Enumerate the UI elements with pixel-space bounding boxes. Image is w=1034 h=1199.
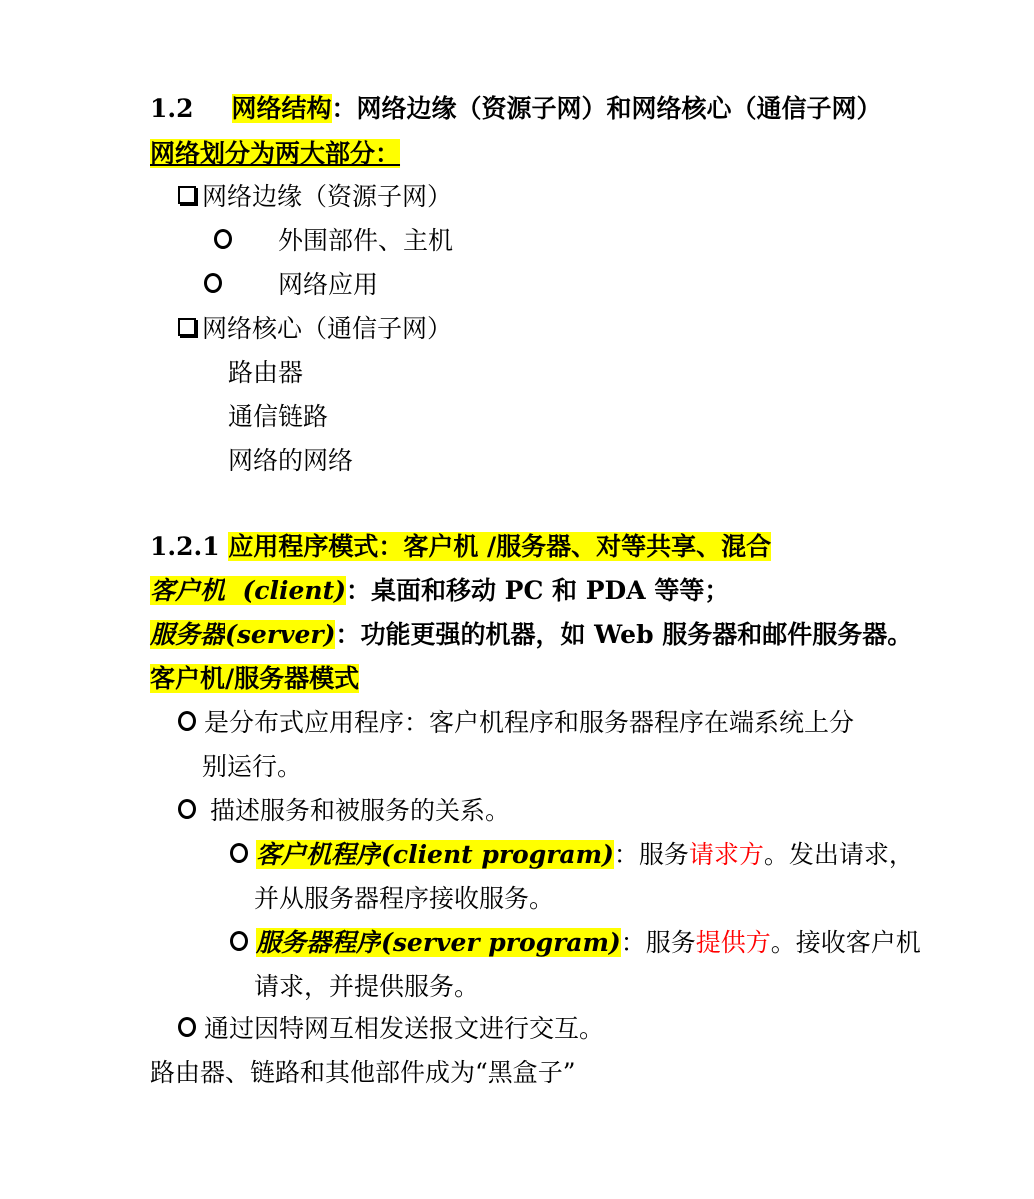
cs-item-text-cont: 别运行。 [202,752,303,781]
server-program-sep: ：服务 [620,928,696,957]
server-program-en: (server program) [381,928,621,957]
server-term: 服务器 [150,620,226,649]
client-term: 客户机 [150,576,226,605]
server-definition [150,618,912,652]
server-program-rest: 。接收客户机 [770,928,921,957]
core-item: 通信链路 [228,402,329,431]
client-program-term: 客户机程序 [256,840,382,869]
blackbox-line: 路由器、链路和其他部件成为“黑盒子” [150,1058,576,1087]
client-term-en: (client) [242,576,346,605]
edge-item: 网络应用 [278,270,379,299]
client-program-role: 请求方 [688,840,764,869]
list-item-edge [178,180,452,214]
cs-item-text: 通过因特网互相发送报文进行交互。 [204,1014,605,1043]
section-number: 1.2 [150,94,194,123]
intro-text: 网络划分为两大部分： [150,139,401,168]
circle-bullet-icon [230,931,248,951]
checkbox-bullet-icon [178,186,196,204]
server-desc: ：功能更强的机器，如 Web 服务器和邮件服务器。 [335,620,913,649]
circle-bullet-icon [204,273,222,293]
list-item-server-program [230,926,921,960]
section-heading-1-2 [150,92,882,126]
server-term-en: (server) [225,620,336,649]
core-label: 网络核心（通信子网） [202,314,453,343]
client-desc: ：桌面和移动 PC 和 PDA 等等； [345,576,730,605]
circle-bullet-icon [230,843,248,863]
section-heading-1-2-1 [150,530,771,564]
client-program-sep: ：服务 [613,840,689,869]
server-program-cont: 请求，并提供服务。 [254,972,480,1001]
core-item: 网络的网络 [228,446,354,475]
list-item-client-program [230,838,914,872]
edge-label: 网络边缘（资源子网） [202,182,453,211]
core-item: 路由器 [228,358,304,387]
circle-bullet-icon [178,1017,196,1037]
section-title-rest: ：网络边缘（资源子网）和网络核心（通信子网） [331,94,882,123]
section-number: 1.2.1 [150,532,220,561]
section-title-highlight: 网络结构 [231,94,332,123]
list-item-edge-sub [214,224,453,258]
server-program-role: 提供方 [695,928,771,957]
circle-bullet-icon [178,799,196,819]
section-title-highlight: 应用程序模式：客户机 /服务器、对等共享、混合 [228,532,772,561]
cs-item-text: 是分布式应用程序：客户机程序和服务器程序在端系统上分 [204,708,855,737]
list-item [178,1012,604,1046]
cs-mode-title: 客户机/服务器模式 [150,664,360,693]
cs-mode-title-line [150,662,359,696]
checkbox-bullet-icon [178,318,196,336]
list-item-core [178,312,452,346]
list-item [178,794,510,828]
circle-bullet-icon [214,229,232,249]
client-program-rest: 。发出请求， [763,840,914,869]
circle-bullet-icon [178,711,196,731]
client-program-en: (client program) [381,840,614,869]
edge-item: 外围部件、主机 [278,226,454,255]
cs-item-text: 描述服务和被服务的关系。 [210,796,511,825]
list-item-edge-sub [204,268,378,302]
client-program-cont: 并从服务器程序接收服务。 [254,884,555,913]
intro-line [150,137,400,171]
client-definition [150,574,729,608]
server-program-term: 服务器程序 [256,928,382,957]
list-item [178,706,854,740]
